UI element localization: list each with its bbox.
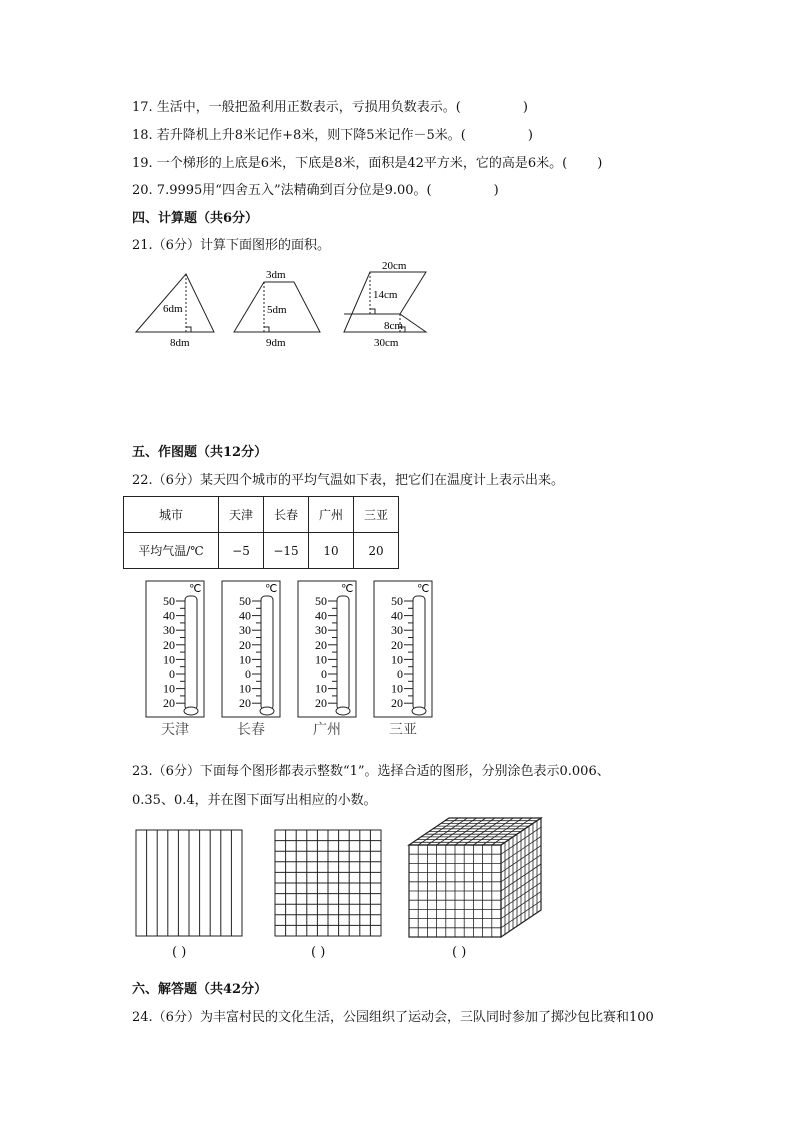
tick-label: 20 (391, 696, 403, 711)
tick-label: 50 (163, 594, 175, 608)
tick-label: 40 (391, 608, 403, 623)
hundred-grid-figure (275, 830, 381, 936)
tick-label: 50 (239, 594, 251, 608)
table-header-city: 城市 (124, 497, 219, 533)
answer-blank-3[interactable]: ( ) (452, 945, 467, 960)
tick-label: 30 (163, 623, 175, 638)
city-label: 天津 (161, 723, 189, 738)
thermometer-frame (298, 581, 356, 717)
thermometer-frame (146, 581, 204, 717)
city-label: 长春 (237, 723, 265, 738)
table-cell: 三亚 (354, 497, 399, 533)
table-cell: 长春 (264, 497, 309, 533)
triangle-height-label: 6dm (163, 303, 183, 315)
thermometer (374, 581, 432, 738)
tick-label: 20 (315, 637, 327, 652)
tick-label: 10 (315, 681, 327, 696)
section-5-title: 五、作图题（共12分） (132, 445, 268, 460)
city-label: 广州 (313, 723, 341, 738)
tick-label: 0 (169, 667, 175, 681)
question-22: 22.（6分）某天四个城市的平均气温如下表，把它们在温度计上表示出来。 (132, 473, 564, 488)
question-24: 24.（6分）为丰富村民的文化生活，公园组织了运动会，三队同时参加了掷沙包比赛和100 (132, 1010, 654, 1025)
unit-label: ℃ (265, 583, 278, 595)
question-18: 18. 若升降机上升8米记作+8米，则下降5米记作－5米。( ) (132, 128, 533, 143)
table-cell: 20 (354, 533, 399, 569)
thermometer (298, 581, 356, 738)
tick-label: 20 (391, 637, 403, 652)
thermometer-tube (185, 596, 197, 710)
tick-label: 30 (315, 623, 327, 638)
trapezoid-height-label: 5dm (267, 304, 287, 316)
area-figures (130, 258, 440, 353)
trapezoid-top-label: 3dm (266, 269, 286, 281)
thermometer-bulb (336, 707, 350, 715)
unit-label: ℃ (341, 583, 354, 595)
unit-label: ℃ (417, 583, 430, 595)
question-17: 17. 生活中，一般把盈利用正数表示，亏损用负数表示。( ) (132, 100, 528, 115)
tick-label: 0 (397, 667, 403, 681)
thermometer-bulb (184, 707, 198, 715)
tick-label: 40 (239, 608, 251, 623)
tick-label: 10 (391, 681, 403, 696)
answer-blank-2[interactable]: ( ) (311, 945, 326, 960)
thermometer-tube (413, 596, 425, 710)
city-label: 三亚 (389, 723, 417, 738)
unit-label: ℃ (189, 583, 202, 595)
question-20: 20. 7.9995用“四舍五入”法精确到百分位是9.00。( ) (132, 183, 499, 198)
question-23-line-2: 0.35、0.4，并在图下面写出相应的小数。 (132, 793, 377, 808)
section-4-title: 四、计算题（共6分） (132, 211, 259, 226)
table-header-temperature: 平均气温/℃ (124, 533, 219, 569)
thermometer (146, 581, 204, 738)
trapezoid-bottom-label: 9dm (266, 337, 286, 349)
thermometer-tube (261, 596, 273, 710)
tick-label: 10 (391, 652, 403, 667)
tick-label: 50 (391, 594, 403, 608)
tick-label: 40 (163, 608, 175, 623)
tick-label: 20 (239, 696, 251, 711)
thermometer-tube (337, 596, 349, 710)
question-23-line-1: 23.（6分）下面每个图形都表示整数“1”。选择合适的图形，分别涂色表示0.006、 (132, 764, 610, 779)
table-row (124, 533, 399, 569)
tick-label: 50 (315, 594, 327, 608)
table-cell: 广州 (309, 497, 354, 533)
decimal-figures (130, 812, 560, 942)
thermometer-frame (374, 581, 432, 717)
answer-blank-1[interactable]: ( ) (172, 945, 187, 960)
thermometer-bulb (412, 707, 426, 715)
temperature-table (123, 496, 399, 569)
tick-label: 20 (163, 637, 175, 652)
question-19: 19. 一个梯形的上底是6米，下底是8米，面积是42平方米，它的高是6米。( ) (132, 156, 603, 171)
tick-label: 30 (239, 623, 251, 638)
tick-label: 10 (163, 681, 175, 696)
tick-label: 40 (315, 608, 327, 623)
table-cell: −15 (264, 533, 309, 569)
ten-strip-figure (136, 830, 242, 936)
tick-label: 20 (163, 696, 175, 711)
thousand-cube-figure (409, 818, 541, 937)
thermometers (145, 580, 445, 742)
composite-bottom-label: 30cm (374, 337, 399, 349)
tick-label: 10 (239, 652, 251, 667)
table-row (124, 497, 399, 533)
tick-label: 0 (245, 667, 251, 681)
tick-label: 10 (163, 652, 175, 667)
tick-label: 20 (239, 637, 251, 652)
tick-label: 20 (315, 696, 327, 711)
question-21: 21.（6分）计算下面图形的面积。 (132, 238, 330, 253)
thermometer (222, 581, 280, 738)
composite-inner-label: 8cm (384, 320, 403, 332)
tick-label: 30 (391, 623, 403, 638)
thermometer-bulb (260, 707, 274, 715)
tick-label: 0 (321, 667, 327, 681)
tick-label: 10 (239, 681, 251, 696)
section-6-title: 六、解答题（共42分） (132, 982, 268, 997)
table-cell: 天津 (219, 497, 264, 533)
triangle-base-label: 8dm (170, 337, 190, 349)
composite-top-label: 20cm (382, 260, 407, 272)
thermometer-frame (222, 581, 280, 717)
table-cell: −5 (219, 533, 264, 569)
tick-label: 10 (315, 652, 327, 667)
composite-height-label: 14cm (373, 289, 398, 301)
table-cell: 10 (309, 533, 354, 569)
